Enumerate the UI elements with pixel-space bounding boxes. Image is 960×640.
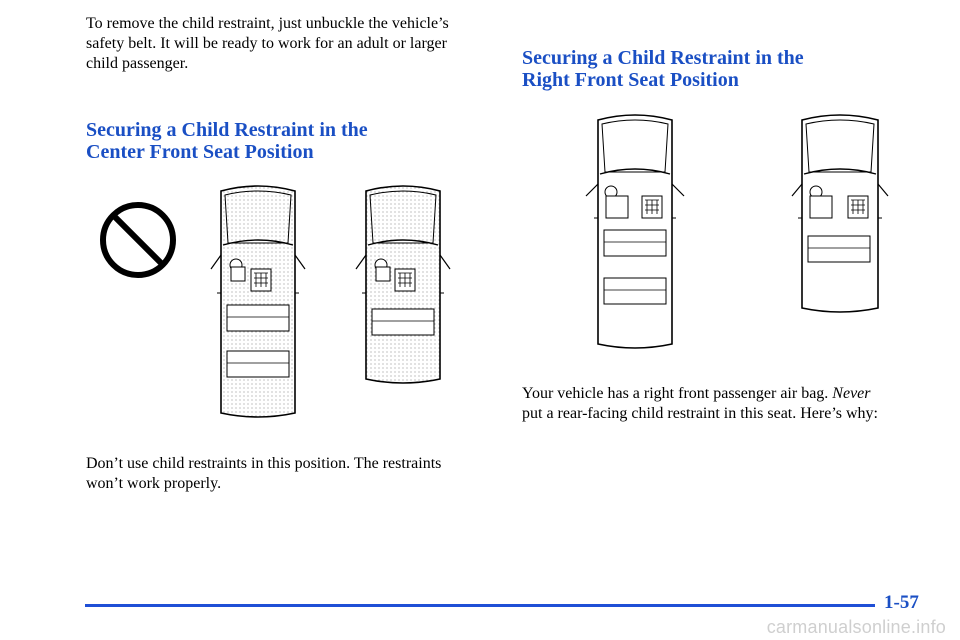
prohibition-icon [98, 200, 178, 280]
never-emphasis: Never [832, 385, 871, 402]
right-heading-line-1: Securing a Child Restraint in the [522, 47, 804, 69]
airbag-line-2: put a rear-facing child restraint in this seat. Here’s why: [522, 405, 878, 422]
vehicle-diagram-center-short [350, 183, 456, 388]
intro-line-3: child passenger. [86, 55, 189, 72]
vehicle-diagram-right-long [582, 112, 688, 354]
airbag-line-1 [522, 384, 871, 404]
vehicle-diagram-center-long [203, 183, 313, 423]
intro-line-1: To remove the child restraint, just unbuckle the vehicle’s [86, 15, 449, 32]
caption-line-1: Don’t use child restraints in this position. The restraints [86, 455, 442, 472]
center-heading-line-2: Center Front Seat Position [86, 141, 314, 163]
footer-rule [85, 604, 875, 607]
watermark: carmanualsonline.info [766, 617, 946, 637]
right-heading-line-2: Right Front Seat Position [522, 69, 739, 91]
vehicle-diagram-right-short [788, 112, 892, 318]
center-heading-line-1: Securing a Child Restraint in the [86, 119, 368, 141]
caption-line-2: won’t work properly. [86, 475, 222, 492]
page-number: 1-57 [884, 592, 919, 613]
airbag-text: Your vehicle has a right front passenger air bag. [522, 385, 833, 402]
intro-line-2: safety belt. It will be ready to work for an adult or larger [86, 35, 447, 52]
